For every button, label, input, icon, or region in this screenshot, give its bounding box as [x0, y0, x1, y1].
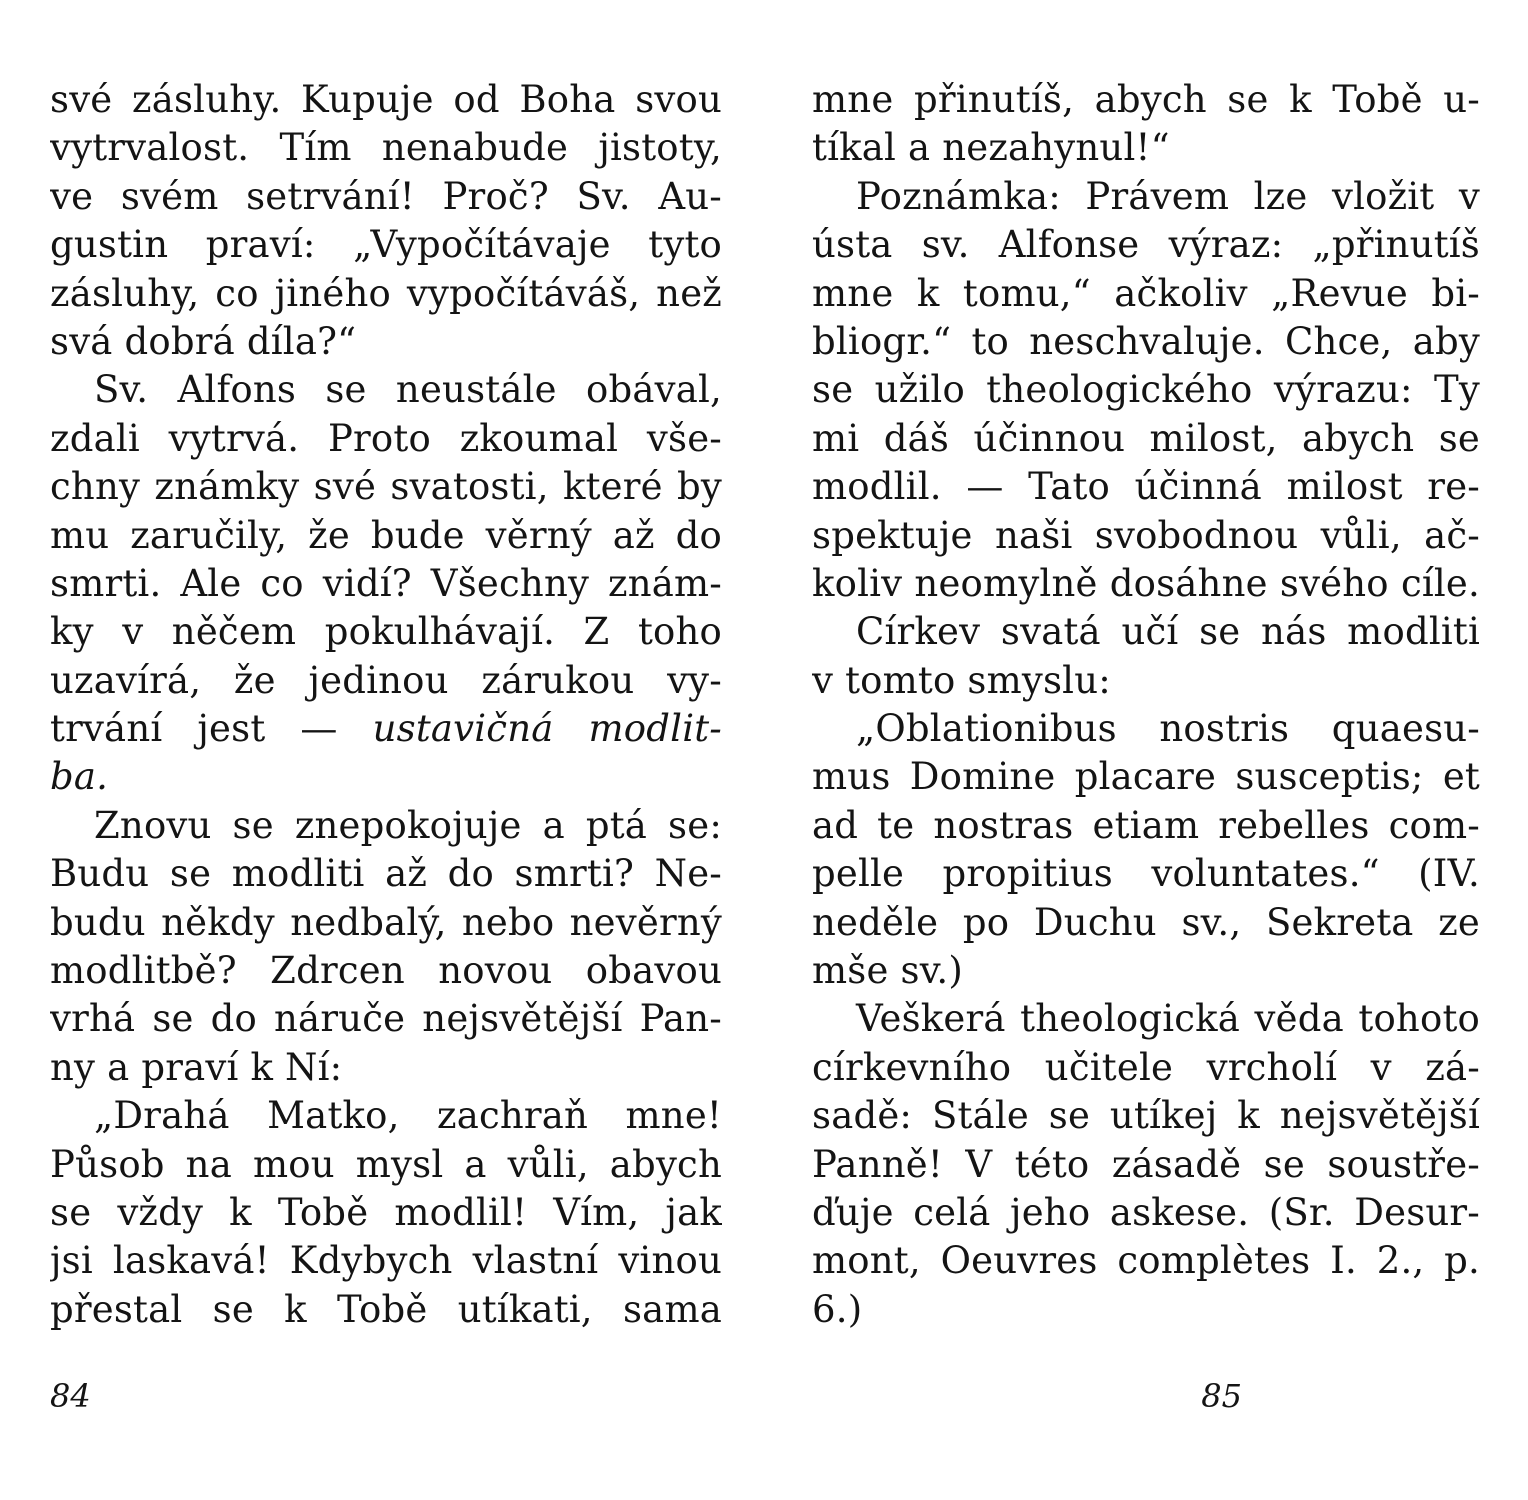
text-line: se vždy k Tobě modlil! Vím, jak — [50, 1190, 722, 1234]
text-line: modlitbě? Zdrcen novou obavou — [50, 949, 722, 993]
text-line: Církev svatá učí se nás modliti — [856, 610, 1480, 654]
text-line: Sv. Alfons se neustále obával, — [94, 368, 722, 412]
text-line: tíkal a nezahynul!“ — [812, 126, 1170, 170]
text-line: mont, Oeuvres complètes I. 2., p. — [812, 1239, 1480, 1283]
text-line: svá dobrá díla?“ — [50, 319, 357, 363]
text-line: spektuje naši svobodnou vůli, ač- — [812, 513, 1480, 557]
text-line: Budu se modliti až do smrti? Ne- — [50, 852, 722, 896]
text-line — [50, 753, 722, 801]
text-line: mu zaručily, že bude věrný až do — [50, 513, 722, 557]
text-line: zásluhy, co jiného vypočítáváš, než — [50, 271, 722, 315]
emphasis-text: ustavičná modlit- — [372, 707, 722, 751]
text-line: smrti. Ale co vidí? Všechny znám- — [50, 561, 722, 605]
text-line: Poznámka: Právem lze vložit v — [856, 174, 1480, 218]
right-text-column — [812, 76, 1480, 1334]
text-line: gustin praví: „Vypočítávaje tyto — [50, 223, 722, 267]
text-line: mus Domine placare susceptis; et — [812, 755, 1480, 799]
text-line: ad te nostras etiam rebelles com- — [812, 803, 1480, 847]
left-text-column — [50, 76, 722, 1334]
text-line: uzavírá, že jedinou zárukou vy- — [50, 658, 722, 702]
text-line: Znovu se znepokojuje a ptá se: — [94, 803, 722, 847]
page-number: 85 — [1201, 1377, 1242, 1415]
text-line: ďuje celá jeho askese. (Sr. Desur- — [812, 1190, 1480, 1234]
text-line: modlil. — Tato účinná milost re- — [812, 465, 1480, 509]
text-line: mše sv.) — [812, 949, 964, 993]
text-line: „Drahá Matko, zachraň mne! — [94, 1094, 722, 1138]
text-line: v tomto smyslu: — [812, 658, 1111, 702]
text-line: neděle po Duchu sv., Sekreta ze — [812, 900, 1480, 944]
text-line: ky v něčem pokulhávají. Z toho — [50, 610, 722, 654]
text-line: Veškerá theologická věda tohoto — [856, 997, 1480, 1041]
text-line: Působ na mou mysl a vůli, abych — [50, 1142, 722, 1186]
text-segment: trvání jest — — [50, 707, 338, 751]
text-line: koliv neomylně dosáhne svého cíle. — [812, 561, 1480, 605]
emphasis-text: ba. — [50, 755, 109, 799]
text-line: ve svém setrvání! Proč? Sv. Au- — [50, 174, 722, 218]
text-line: „Oblationibus nostris quaesu- — [856, 707, 1480, 751]
text-line: ny a praví k Ní: — [50, 1045, 343, 1089]
text-line: vytrvalost. Tím nenabude jistoty, — [50, 126, 722, 170]
text-line: Panně! V této zásadě se soustře- — [812, 1142, 1480, 1186]
text-line: jsi laskavá! Kdybych vlastní vinou — [50, 1239, 722, 1283]
right-page — [764, 0, 1528, 1500]
text-line: chny známky své svatosti, které by — [50, 465, 722, 509]
text-line: zdali vytrvá. Proto zkoumal vše- — [50, 416, 722, 460]
text-line: pelle propitius voluntates.“ (IV. — [812, 852, 1480, 896]
text-line: přestal se k Tobě utíkati, sama — [50, 1287, 722, 1331]
text-line: bliogr.“ to neschvaluje. Chce, aby — [812, 319, 1480, 363]
text-line: budu někdy nedbalý, nebo nevěrný — [50, 900, 722, 944]
text-line: své zásluhy. Kupuje od Boha svou — [50, 78, 722, 121]
text-line: sadě: Stále se utíkej k nejsvětější — [812, 1094, 1480, 1138]
text-line: ústa sv. Alfonse výraz: „přinutíš — [812, 223, 1480, 267]
text-line: se užilo theologického výrazu: Ty — [812, 368, 1480, 412]
text-line: církevního učitele vrcholí v zá- — [812, 1045, 1480, 1089]
text-line: 6.) — [812, 1287, 863, 1331]
text-line-mixed — [50, 705, 722, 753]
text-line: vrhá se do náruče nejsvětější Pan- — [50, 997, 722, 1041]
text-line: mne k tomu,“ ačkoliv „Revue bi- — [812, 271, 1480, 315]
text-line: mi dáš účinnou milost, abych se — [812, 416, 1480, 460]
text-line: mne přinutíš, abych se k Tobě u- — [812, 78, 1480, 121]
page-number: 84 — [50, 1377, 91, 1415]
